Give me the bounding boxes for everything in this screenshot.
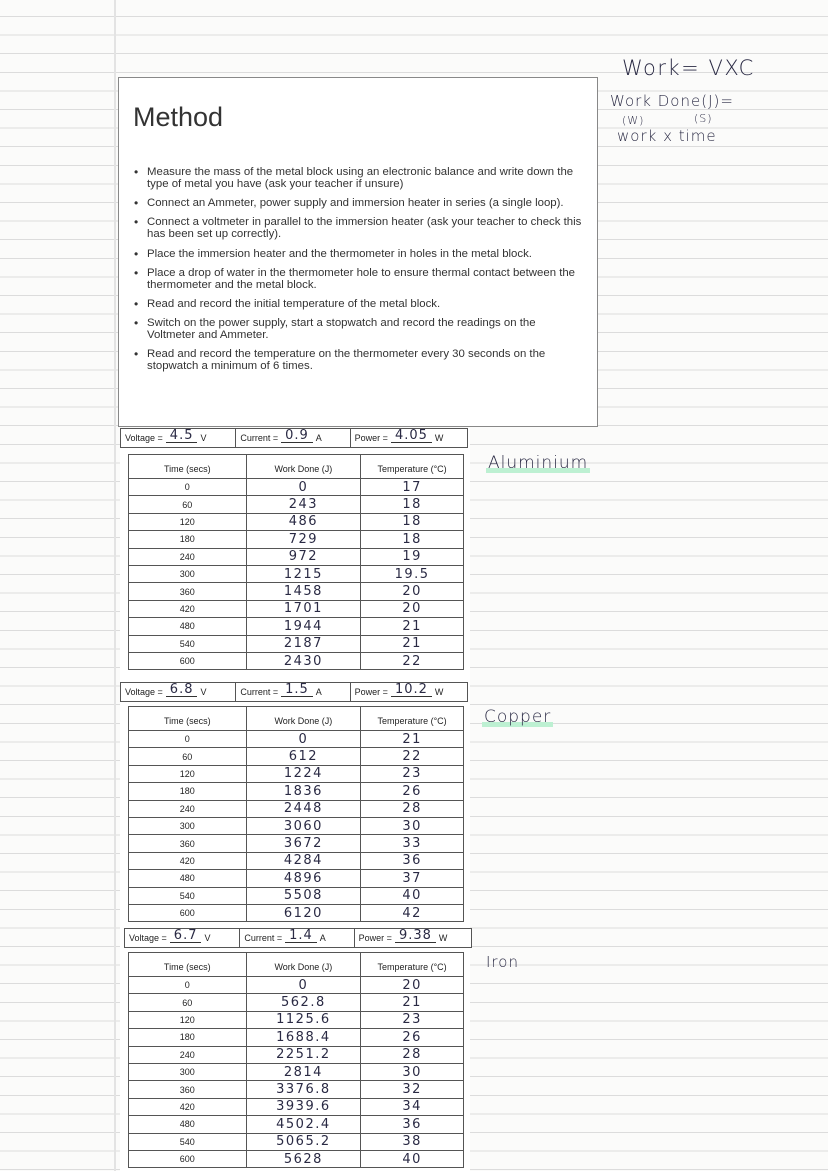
current-unit: A bbox=[315, 687, 322, 697]
table-row bbox=[129, 800, 464, 817]
method-step: • Connect a voltmeter in parallel to the immersion heater (ask your teacher to check this has been set up correctly). bbox=[133, 216, 583, 240]
table-row bbox=[129, 618, 464, 635]
time-cell: 120 bbox=[129, 765, 247, 782]
voltage-label: Voltage = bbox=[125, 687, 163, 697]
voltage-value: 6.7 bbox=[170, 929, 202, 943]
temp-cell: 30 bbox=[361, 817, 464, 834]
time-cell: 300 bbox=[129, 817, 247, 834]
current-label: Current = bbox=[240, 433, 279, 443]
temp-cell: 32 bbox=[361, 1081, 464, 1098]
time-cell: 60 bbox=[129, 496, 247, 513]
current-unit: A bbox=[319, 933, 326, 943]
work-cell: 5065.2 bbox=[246, 1133, 361, 1150]
current-label: Current = bbox=[244, 933, 283, 943]
power-value: 10.2 bbox=[391, 683, 432, 697]
time-cell: 60 bbox=[129, 748, 247, 765]
temp-cell: 20 bbox=[361, 600, 464, 617]
aluminium-block bbox=[120, 428, 470, 683]
work-cell: 2187 bbox=[246, 635, 361, 652]
power-unit: W bbox=[434, 687, 444, 697]
iron-settings bbox=[124, 928, 472, 948]
method-step: • Place the immersion heater and the thermometer in holes in the metal block. bbox=[133, 248, 583, 260]
time-cell: 360 bbox=[129, 1081, 247, 1098]
current-unit: A bbox=[315, 433, 322, 443]
temp-cell: 19 bbox=[361, 548, 464, 565]
power-value: 4.05 bbox=[391, 429, 432, 443]
voltage-label: Voltage = bbox=[125, 433, 163, 443]
power-label: Power = bbox=[358, 933, 392, 943]
col-work: Work Done (J) bbox=[246, 455, 361, 479]
method-step: • Read and record the temperature on the thermometer every 30 seconds on the stopwatch a minimum of 6 times. bbox=[133, 348, 583, 372]
work-cell: 5628 bbox=[246, 1150, 361, 1167]
copper-block bbox=[120, 682, 470, 930]
work-cell: 6120 bbox=[246, 904, 361, 921]
power-label: Power = bbox=[354, 433, 388, 443]
work-cell: 612 bbox=[246, 748, 361, 765]
formula-work-done: Work Done(J)= bbox=[610, 92, 734, 110]
table-row bbox=[129, 496, 464, 513]
work-cell: 4896 bbox=[246, 870, 361, 887]
work-cell: 2430 bbox=[246, 652, 361, 669]
table-row bbox=[129, 817, 464, 834]
temp-cell: 38 bbox=[361, 1133, 464, 1150]
table-row bbox=[129, 1081, 464, 1098]
table-row bbox=[129, 1150, 464, 1167]
table-row bbox=[129, 531, 464, 548]
work-cell: 1688.4 bbox=[246, 1029, 361, 1046]
time-cell: 600 bbox=[129, 1150, 247, 1167]
work-cell: 2251.2 bbox=[246, 1046, 361, 1063]
table-row bbox=[129, 1011, 464, 1028]
aluminium-settings bbox=[120, 428, 468, 448]
table-row bbox=[129, 904, 464, 921]
temp-cell: 36 bbox=[361, 1116, 464, 1133]
col-time: Time (secs) bbox=[129, 455, 247, 479]
table-row bbox=[129, 652, 464, 669]
time-cell: 540 bbox=[129, 635, 247, 652]
table-row bbox=[129, 1116, 464, 1133]
power-unit: W bbox=[438, 933, 448, 943]
method-step: • Measure the mass of the metal block using an electronic balance and write down the type of metal you have (ask your teacher if unsure) bbox=[133, 166, 583, 190]
table-row bbox=[129, 765, 464, 782]
table-row bbox=[129, 1098, 464, 1115]
temp-cell: 26 bbox=[361, 1029, 464, 1046]
temp-cell: 28 bbox=[361, 1046, 464, 1063]
col-work: Work Done (J) bbox=[246, 707, 361, 731]
power-unit: W bbox=[434, 433, 444, 443]
metal-label-copper: Copper bbox=[484, 707, 552, 727]
col-temp: Temperature (°C) bbox=[361, 707, 464, 731]
voltage-value: 6.8 bbox=[166, 683, 198, 697]
formula-unit-s: (S) bbox=[694, 112, 713, 125]
temp-cell: 33 bbox=[361, 835, 464, 852]
time-cell: 300 bbox=[129, 1063, 247, 1080]
temp-cell: 40 bbox=[361, 887, 464, 904]
temp-cell: 23 bbox=[361, 1011, 464, 1028]
table-row bbox=[129, 748, 464, 765]
work-cell: 562.8 bbox=[246, 994, 361, 1011]
work-cell: 2448 bbox=[246, 800, 361, 817]
work-cell: 486 bbox=[246, 513, 361, 530]
table-row bbox=[129, 1063, 464, 1080]
temp-cell: 20 bbox=[361, 583, 464, 600]
time-cell: 240 bbox=[129, 1046, 247, 1063]
table-row bbox=[129, 731, 464, 748]
metal-label-aluminium: Aluminium bbox=[488, 453, 589, 473]
power-label: Power = bbox=[354, 687, 388, 697]
table-row bbox=[129, 600, 464, 617]
temp-cell: 18 bbox=[361, 513, 464, 530]
time-cell: 0 bbox=[129, 479, 247, 496]
time-cell: 180 bbox=[129, 531, 247, 548]
iron-table bbox=[128, 952, 464, 1168]
temp-cell: 26 bbox=[361, 783, 464, 800]
time-cell: 420 bbox=[129, 600, 247, 617]
work-cell: 4284 bbox=[246, 852, 361, 869]
time-cell: 600 bbox=[129, 652, 247, 669]
temp-cell: 17 bbox=[361, 479, 464, 496]
time-cell: 360 bbox=[129, 835, 247, 852]
work-cell: 1125.6 bbox=[246, 1011, 361, 1028]
voltage-label: Voltage = bbox=[129, 933, 167, 943]
temp-cell: 28 bbox=[361, 800, 464, 817]
temp-cell: 18 bbox=[361, 496, 464, 513]
temp-cell: 22 bbox=[361, 652, 464, 669]
temp-cell: 36 bbox=[361, 852, 464, 869]
temp-cell: 22 bbox=[361, 748, 464, 765]
temp-cell: 21 bbox=[361, 618, 464, 635]
col-work: Work Done (J) bbox=[246, 953, 361, 977]
col-time: Time (secs) bbox=[129, 707, 247, 731]
work-cell: 5508 bbox=[246, 887, 361, 904]
temp-cell: 42 bbox=[361, 904, 464, 921]
temp-cell: 37 bbox=[361, 870, 464, 887]
work-cell: 1215 bbox=[246, 565, 361, 582]
work-cell: 243 bbox=[246, 496, 361, 513]
current-value: 1.5 bbox=[281, 683, 313, 697]
table-row bbox=[129, 1046, 464, 1063]
col-temp: Temperature (°C) bbox=[361, 953, 464, 977]
time-cell: 480 bbox=[129, 618, 247, 635]
temp-cell: 40 bbox=[361, 1150, 464, 1167]
time-cell: 300 bbox=[129, 565, 247, 582]
copper-table bbox=[128, 706, 464, 922]
work-cell: 1458 bbox=[246, 583, 361, 600]
temp-cell: 18 bbox=[361, 531, 464, 548]
work-cell: 3376.8 bbox=[246, 1081, 361, 1098]
work-cell: 3672 bbox=[246, 835, 361, 852]
current-value: 0.9 bbox=[281, 429, 313, 443]
work-cell: 1944 bbox=[246, 618, 361, 635]
table-row bbox=[129, 635, 464, 652]
table-row bbox=[129, 548, 464, 565]
work-cell: 1701 bbox=[246, 600, 361, 617]
time-cell: 420 bbox=[129, 1098, 247, 1115]
table-row bbox=[129, 565, 464, 582]
table-row bbox=[129, 835, 464, 852]
table-row bbox=[129, 479, 464, 496]
table-row bbox=[129, 583, 464, 600]
work-cell: 4502.4 bbox=[246, 1116, 361, 1133]
method-steps bbox=[133, 166, 583, 380]
table-row bbox=[129, 977, 464, 994]
formula-unit-w: (W) bbox=[622, 114, 645, 127]
table-row bbox=[129, 870, 464, 887]
time-cell: 60 bbox=[129, 994, 247, 1011]
table-row bbox=[129, 1133, 464, 1150]
temp-cell: 21 bbox=[361, 994, 464, 1011]
voltage-value: 4.5 bbox=[166, 429, 198, 443]
temp-cell: 30 bbox=[361, 1063, 464, 1080]
col-temp: Temperature (°C) bbox=[361, 455, 464, 479]
work-cell: 3060 bbox=[246, 817, 361, 834]
current-label: Current = bbox=[240, 687, 279, 697]
time-cell: 480 bbox=[129, 1116, 247, 1133]
voltage-unit: V bbox=[200, 687, 207, 697]
temp-cell: 23 bbox=[361, 765, 464, 782]
method-step: • Read and record the initial temperature of the metal block. bbox=[133, 298, 583, 310]
time-cell: 240 bbox=[129, 800, 247, 817]
table-row bbox=[129, 852, 464, 869]
time-cell: 0 bbox=[129, 731, 247, 748]
temp-cell: 21 bbox=[361, 731, 464, 748]
time-cell: 600 bbox=[129, 904, 247, 921]
time-cell: 540 bbox=[129, 1133, 247, 1150]
time-cell: 240 bbox=[129, 548, 247, 565]
work-cell: 729 bbox=[246, 531, 361, 548]
table-row bbox=[129, 887, 464, 904]
work-cell: 1224 bbox=[246, 765, 361, 782]
work-cell: 0 bbox=[246, 977, 361, 994]
col-time: Time (secs) bbox=[129, 953, 247, 977]
time-cell: 180 bbox=[129, 783, 247, 800]
time-cell: 120 bbox=[129, 513, 247, 530]
work-cell: 3939.6 bbox=[246, 1098, 361, 1115]
copper-settings bbox=[120, 682, 468, 702]
formula-work-vxc: Work= VXC bbox=[622, 56, 755, 80]
table-row bbox=[129, 994, 464, 1011]
work-cell: 972 bbox=[246, 548, 361, 565]
time-cell: 360 bbox=[129, 583, 247, 600]
table-row bbox=[129, 1029, 464, 1046]
aluminium-table bbox=[128, 454, 464, 670]
method-step: • Connect an Ammeter, power supply and immersion heater in series (a single loop). bbox=[133, 197, 583, 209]
time-cell: 0 bbox=[129, 977, 247, 994]
temp-cell: 19.5 bbox=[361, 565, 464, 582]
voltage-unit: V bbox=[200, 433, 207, 443]
iron-block bbox=[120, 928, 470, 1171]
table-row bbox=[129, 513, 464, 530]
table-row bbox=[129, 783, 464, 800]
time-cell: 180 bbox=[129, 1029, 247, 1046]
time-cell: 480 bbox=[129, 870, 247, 887]
work-cell: 2814 bbox=[246, 1063, 361, 1080]
power-value: 9.38 bbox=[395, 929, 436, 943]
method-title: Method bbox=[133, 102, 224, 132]
work-cell: 1836 bbox=[246, 783, 361, 800]
current-value: 1.4 bbox=[285, 929, 317, 943]
work-cell: 0 bbox=[246, 479, 361, 496]
method-step: • Switch on the power supply, start a stopwatch and record the readings on the Voltmeter and Ammeter. bbox=[133, 317, 583, 341]
temp-cell: 20 bbox=[361, 977, 464, 994]
method-step: • Place a drop of water in the thermometer hole to ensure thermal contact between the thermometer and the metal block. bbox=[133, 267, 583, 291]
metal-label-iron: Iron bbox=[486, 953, 519, 971]
temp-cell: 21 bbox=[361, 635, 464, 652]
voltage-unit: V bbox=[204, 933, 211, 943]
time-cell: 420 bbox=[129, 852, 247, 869]
time-cell: 540 bbox=[129, 887, 247, 904]
work-cell: 0 bbox=[246, 731, 361, 748]
formula-work-x-time: work x time bbox=[617, 127, 717, 145]
method-box bbox=[118, 77, 598, 427]
temp-cell: 34 bbox=[361, 1098, 464, 1115]
time-cell: 120 bbox=[129, 1011, 247, 1028]
